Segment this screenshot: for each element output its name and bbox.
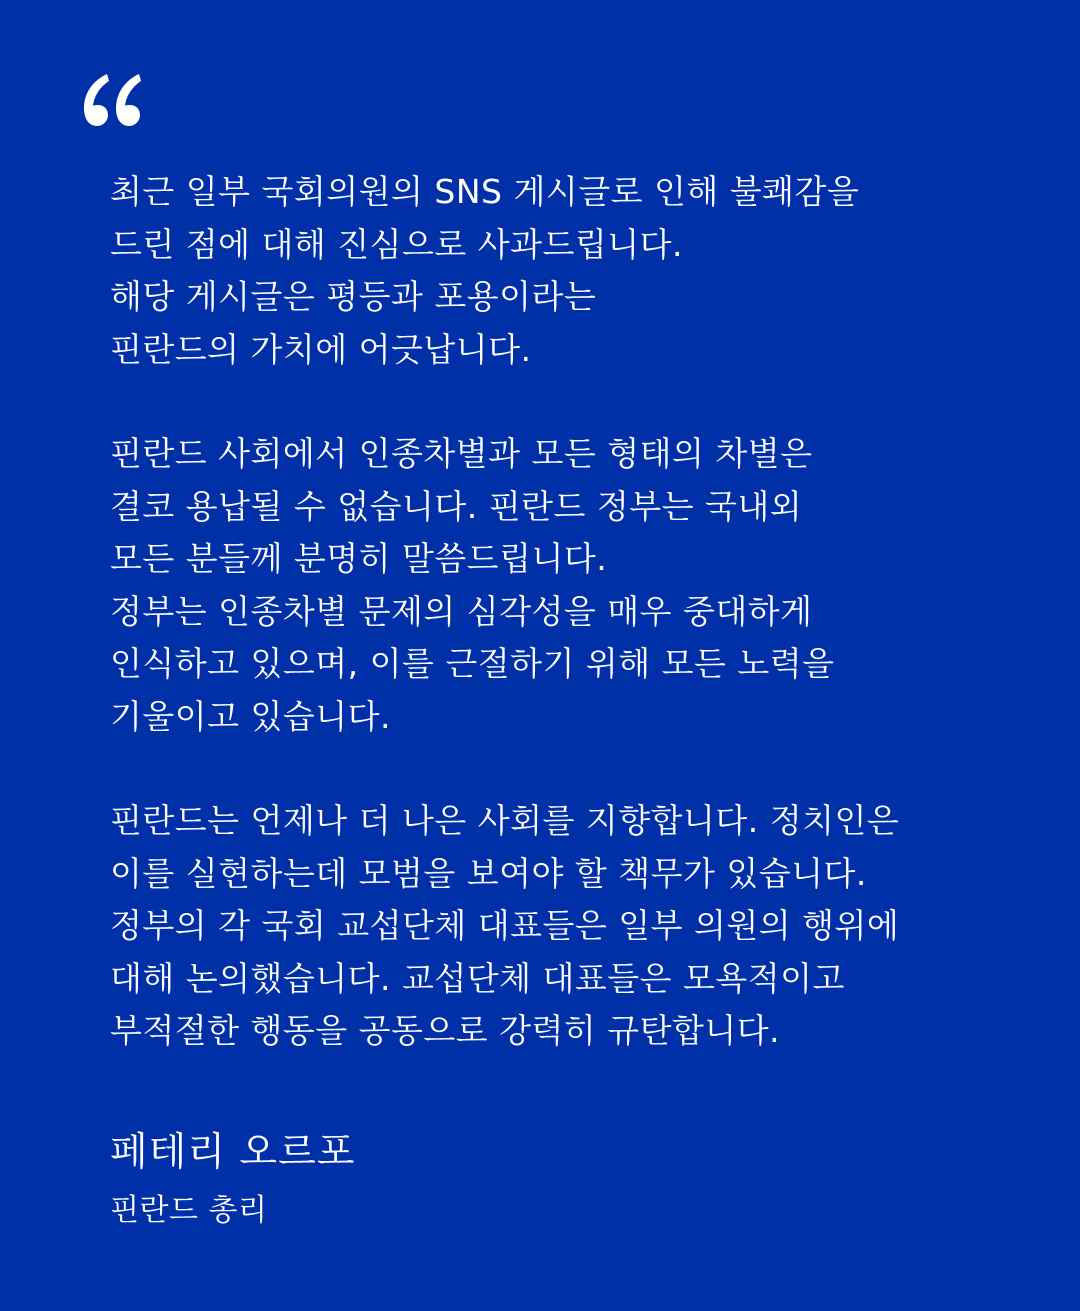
statement-line: 부적절한 행동을 공동으로 강력히 규탄합니다.	[110, 1011, 781, 1050]
statement-line: 결코 용납될 수 없습니다. 핀란드 정부는 국내외	[110, 486, 803, 526]
statement-paragraph	[110, 795, 1010, 1058]
statement-body	[110, 166, 1010, 1110]
statement-line: 핀란드의 가치에 어긋납니다.	[110, 329, 532, 369]
statement-line: 정부는 인종차별 문제의 심각성을 매우 중대하게	[110, 591, 813, 631]
statement-line: 드린 점에 대해 진심으로 사과드립니다.	[110, 224, 683, 264]
signatory-name: 페테리 오르포	[110, 1130, 356, 1175]
statement-line: 인식하고 있으며, 이를 근절하기 위해 모든 노력을	[110, 644, 835, 683]
statement-line: 기울이고 있습니다.	[110, 696, 392, 736]
statement-line: 이를 실현하는데 모범을 보여야 할 책무가 있습니다.	[110, 853, 867, 893]
statement-line: 대해 논의했습니다. 교섭단체 대표들은 모욕적이고	[110, 958, 845, 998]
quotation-mark-icon	[80, 72, 142, 128]
statement-line: 최근 일부 국회의원의 SNS 게시글로 인해 불쾌감을	[110, 172, 860, 211]
statement-line: 정부의 각 국회 교섭단체 대표들은 일부 의원의 행위에	[110, 906, 900, 945]
statement-paragraph	[110, 166, 1010, 376]
statement-line: 핀란드 사회에서 인종차별과 모든 형태의 차별은	[110, 434, 813, 473]
statement-line: 핀란드는 언제나 더 나은 사회를 지향합니다. 정치인은	[110, 801, 900, 840]
signatory-title: 핀란드 총리	[110, 1193, 268, 1228]
statement-paragraph	[110, 428, 1010, 743]
statement-line: 해당 게시글은 평등과 포용이라는	[110, 277, 597, 316]
signature-block	[110, 1124, 355, 1237]
statement-line: 모든 분들께 분명히 말씀드립니다.	[110, 539, 608, 578]
